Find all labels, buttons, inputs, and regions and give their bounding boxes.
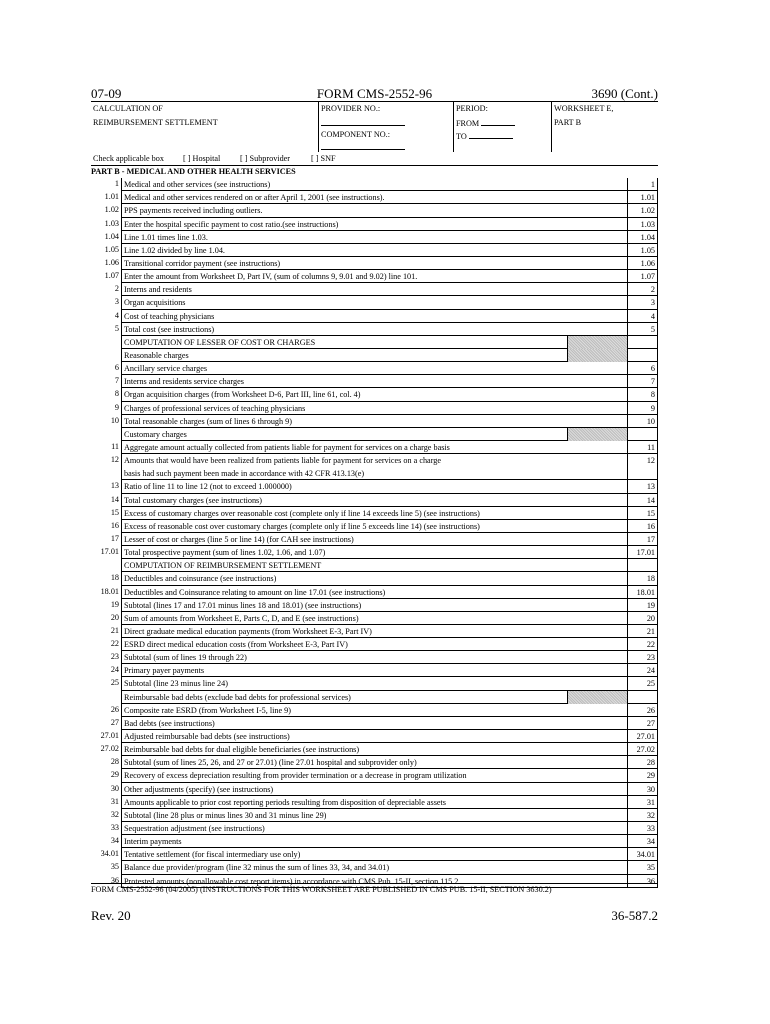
amount-cell[interactable]: 10 (627, 415, 658, 428)
amount-cell[interactable]: 4 (627, 310, 658, 323)
shaded-cell (567, 428, 628, 441)
amount-cell[interactable]: 27 (627, 717, 658, 730)
worksheet-line-row (91, 375, 658, 388)
worksheet-line-row (91, 323, 658, 336)
amount-cell[interactable]: 33 (627, 822, 658, 835)
line-description: Deductibles and coinsurance (see instructions) (121, 572, 627, 585)
line-number: 10 (110, 415, 119, 425)
amount-cell[interactable]: 15 (627, 507, 658, 520)
line-description: Total customary charges (see instructions) (121, 494, 627, 507)
amount-cell[interactable]: 1.03 (627, 218, 658, 231)
line-number: 24 (110, 665, 119, 675)
worksheet-line-row (91, 388, 658, 401)
amount-cell[interactable]: 34.01 (627, 848, 658, 861)
line-number: 36 (110, 875, 119, 885)
provider-label: PROVIDER NO.: (321, 104, 381, 113)
line-number: 1.03 (104, 218, 119, 228)
form-page (91, 0, 658, 1024)
amount-cell[interactable]: 18.01 (627, 586, 658, 599)
line-number: 34.01 (100, 849, 119, 859)
worksheet-line-row (91, 428, 658, 441)
line-description: Sequestration adjustment (see instructions) (121, 822, 627, 835)
amount-cell[interactable] (627, 559, 658, 572)
line-number: 34 (110, 836, 119, 846)
worksheet-line-row (91, 664, 658, 677)
worksheet-line-row (91, 769, 658, 782)
provider-number-field[interactable] (321, 116, 405, 128)
worksheet-cell (551, 102, 659, 152)
worksheet-line-row (91, 599, 658, 612)
amount-cell[interactable]: 35 (627, 861, 658, 874)
line-number: 35 (110, 862, 119, 872)
worksheet-line-row (91, 625, 658, 638)
amount-cell[interactable]: 6 (627, 362, 658, 375)
worksheet-line-row (91, 349, 658, 362)
amount-cell[interactable]: 9 (627, 402, 658, 415)
calc-title-line2: REIMBURSEMENT SETTLEMENT (93, 118, 218, 127)
line-description: Total reasonable charges (sum of lines 6 through 9) (121, 415, 627, 428)
line-number: 1.06 (104, 257, 119, 267)
line-number: 11 (111, 441, 119, 451)
line-number: 28 (110, 757, 119, 767)
line-description: Organ acquisitions (121, 296, 627, 309)
worksheet-line-row (91, 546, 658, 559)
line-number: 31 (110, 796, 119, 806)
line-number: 18 (110, 573, 119, 583)
line-number: 7 (114, 376, 119, 386)
line-description: Total prospective payment (sum of lines 1.02, 1.06, and 1.07) (121, 546, 627, 559)
amount-cell[interactable]: 20 (627, 612, 658, 625)
line-description: Direct graduate medical education payments (from Worksheet E-3, Part IV) (121, 625, 627, 638)
line-number: 29 (110, 770, 119, 780)
worksheet-line-row (91, 336, 658, 349)
worksheet-line-row (91, 796, 658, 809)
worksheet-line-row (91, 677, 658, 690)
amount-cell[interactable]: 25 (627, 677, 658, 690)
line-description: Cost of teaching physicians (121, 310, 627, 323)
line-number: 19 (110, 599, 119, 609)
component-number-field[interactable] (321, 142, 405, 152)
section-title: PART B - MEDICAL AND OTHER HEALTH SERVICES (91, 167, 296, 176)
line-number: 27.02 (100, 744, 119, 754)
worksheet-lines (91, 165, 658, 888)
amount-cell[interactable]: 32 (627, 809, 658, 822)
worksheet-line-row (91, 283, 658, 296)
worksheet-line-row (91, 454, 658, 467)
worksheet-line-row (91, 362, 658, 375)
worksheet-line2: PART B (554, 118, 582, 127)
line-number: 17 (110, 533, 119, 543)
amount-cell[interactable]: 22 (627, 638, 658, 651)
line-description: Reimbursable bad debts for dual eligible beneficiaries (see instructions) (121, 743, 627, 756)
line-description: Excess of customary charges over reasonable cost (complete only if line 14 exceeds line 5) (see instructions) (121, 507, 627, 520)
worksheet-line-row (91, 835, 658, 848)
worksheet-line-row (91, 704, 658, 717)
worksheet-line-row (91, 651, 658, 664)
worksheet-line-row (91, 402, 658, 415)
line-description: Primary payer payments (121, 664, 627, 677)
line-description: Sum of amounts from Worksheet E, Parts C, D, and E (see instructions) (121, 612, 627, 625)
worksheet-line-row (91, 809, 658, 822)
header-section: 3690 (Cont.) (591, 86, 658, 101)
line-number: 14 (110, 494, 119, 504)
line-description: COMPUTATION OF REIMBURSEMENT SETTLEMENT (121, 559, 627, 572)
amount-cell[interactable] (627, 428, 658, 441)
amount-cell[interactable] (627, 336, 658, 349)
line-description: Interns and residents (121, 283, 627, 296)
worksheet-line-row (91, 559, 658, 572)
line-number: 22 (110, 639, 119, 649)
worksheet-line-row (91, 612, 658, 625)
amount-cell[interactable] (627, 691, 658, 704)
amount-cell[interactable]: 1.05 (627, 244, 658, 257)
worksheet-line-row (91, 861, 658, 874)
worksheet-line-row (91, 204, 658, 217)
calc-title-cell (91, 102, 318, 152)
worksheet-line-row (91, 244, 658, 257)
form-title: FORM CMS-2552-96 (316, 86, 433, 101)
shaded-cell (567, 349, 628, 362)
line-description: Composite rate ESRD (from Worksheet I-5, line 9) (121, 704, 627, 717)
line-description: Interns and residents service charges (121, 375, 627, 388)
line-description: Line 1.01 times line 1.03. (121, 231, 627, 244)
shaded-cell (567, 336, 628, 349)
amount-cell[interactable]: 26 (627, 704, 658, 717)
provider-cell (318, 102, 454, 152)
line-description: Other adjustments (specify) (see instructions) (121, 783, 627, 796)
worksheet-line-row (91, 586, 658, 599)
amount-cell[interactable]: 12 (627, 454, 658, 467)
page-number: 36-587.2 (611, 908, 658, 923)
worksheet-line-row (91, 743, 658, 756)
line-description: Ratio of line 11 to line 12 (not to exceed 1.000000) (121, 480, 627, 493)
period-label: PERIOD: (456, 104, 488, 113)
amount-cell[interactable]: 17.01 (627, 546, 658, 559)
worksheet-line-row (91, 533, 658, 546)
line-description: Interim payments (121, 835, 627, 848)
worksheet-line-row (91, 691, 658, 704)
worksheet-line-row (91, 717, 658, 730)
amount-cell[interactable]: 24 (627, 664, 658, 677)
worksheet-line-row (91, 848, 658, 861)
line-number: 20 (110, 612, 119, 622)
worksheet-line-row (91, 441, 658, 454)
line-description: COMPUTATION OF LESSER OF COST OR CHARGES (121, 336, 627, 349)
line-description: Subtotal (lines 17 and 17.01 minus lines 18 and 18.01) (see instructions) (121, 599, 627, 612)
line-description: Subtotal (line 28 plus or minus lines 30 and 31 minus line 29) (121, 809, 627, 822)
line-description: Bad debts (see instructions) (121, 717, 627, 730)
amount-cell[interactable]: 1.04 (627, 231, 658, 244)
section-title-row (91, 165, 658, 178)
line-number: 18.01 (100, 586, 119, 596)
line-number: 1.07 (104, 271, 119, 281)
revision-number: Rev. 20 (91, 908, 131, 923)
hospital-checkbox[interactable]: [ ] Hospital (183, 154, 221, 163)
line-number: 1.01 (104, 192, 119, 202)
line-description: Excess of reasonable cost over customary charges (complete only if line 5 exceeds line 14) (see instructions) (121, 520, 627, 533)
amount-cell[interactable] (627, 349, 658, 362)
amount-cell[interactable]: 23 (627, 651, 658, 664)
line-description: Medical and other services rendered on or after April 1, 2001 (see instructions). (121, 191, 627, 204)
worksheet-line-row (91, 218, 658, 231)
line-number: 25 (110, 678, 119, 688)
worksheet-line-row (91, 231, 658, 244)
line-description: Amounts applicable to prior cost reporting periods resulting from disposition of depreciable assets (121, 796, 627, 809)
page-footer (91, 908, 658, 924)
line-number: 13 (110, 481, 119, 491)
worksheet-line1: WORKSHEET E, (554, 104, 614, 113)
worksheet-line-row (91, 507, 658, 520)
amount-cell[interactable]: 1.01 (627, 191, 658, 204)
worksheet-line-row (91, 257, 658, 270)
worksheet-line-row (91, 415, 658, 428)
line-description: Transitional corridor payment (see instructions) (121, 257, 627, 270)
calc-title-line1: CALCULATION OF (93, 104, 163, 113)
line-description: Line 1.02 divided by line 1.04. (121, 244, 627, 257)
subprovider-checkbox[interactable]: [ ] Subprovider (240, 154, 291, 163)
amount-cell[interactable]: 3 (627, 296, 658, 309)
worksheet-line-row (91, 467, 658, 480)
line-description: Reimbursable bad debts (exclude bad debts for professional services) (121, 691, 627, 704)
amount-cell[interactable]: 7 (627, 375, 658, 388)
to-label: TO (456, 132, 467, 141)
line-description: Protested amounts (nonallowable cost report items) in accordance with CMS Pub. 15-II, section 115.2 (121, 875, 627, 888)
amount-cell[interactable]: 27.02 (627, 743, 658, 756)
amount-cell[interactable]: 19 (627, 599, 658, 612)
line-number: 30 (110, 783, 119, 793)
form-footnote: FORM CMS-2552-96 (04/2005) (INSTRUCTIONS FOR THIS WORKSHEET ARE PUBLISHED IN CMS PUB. 15-II, SECTION 3630.2) (91, 883, 658, 894)
snf-checkbox[interactable]: [ ] SNF (311, 154, 336, 163)
line-description: PPS payments received including outliers. (121, 204, 627, 217)
line-number: 3 (114, 297, 119, 307)
amount-cell[interactable]: 1.02 (627, 204, 658, 217)
line-number: 4 (114, 310, 119, 320)
line-number: 1 (114, 179, 119, 189)
line-description: Subtotal (sum of lines 25, 26, and 27 or 27.01) (line 27.01 hospital and subprovider only) (121, 756, 627, 769)
line-number: 26 (110, 704, 119, 714)
line-description: Subtotal (line 23 minus line 24) (121, 677, 627, 690)
line-description: Charges of professional services of teaching physicians (121, 402, 627, 415)
line-description: Tentative settlement (for fiscal intermediary use only) (121, 848, 627, 861)
line-description: Customary charges (121, 428, 627, 441)
amount-cell[interactable]: 1.07 (627, 270, 658, 283)
amount-cell[interactable] (627, 467, 658, 480)
line-description: Total cost (see instructions) (121, 323, 627, 336)
line-number: 23 (110, 652, 119, 662)
amount-cell[interactable]: 5 (627, 323, 658, 336)
period-cell (453, 102, 552, 152)
amount-cell[interactable]: 2 (627, 283, 658, 296)
line-description: basis had such payment been made in accordance with 42 CFR 413.13(e) (121, 467, 627, 480)
amount-cell[interactable]: 21 (627, 625, 658, 638)
worksheet-line-row (91, 572, 658, 585)
worksheet-line-row (91, 296, 658, 309)
line-number: 1.02 (104, 205, 119, 215)
amount-cell[interactable]: 17 (627, 533, 658, 546)
worksheet-line-row (91, 730, 658, 743)
line-description: Balance due provider/program (line 32 minus the sum of lines 33, 34, and 34.01) (121, 861, 627, 874)
worksheet-line-row (91, 178, 658, 191)
worksheet-line-row (91, 783, 658, 796)
form-id-box (91, 101, 658, 152)
amount-cell[interactable]: 13 (627, 480, 658, 493)
check-applicable-label: Check applicable box (93, 154, 164, 163)
amount-cell[interactable]: 36 (627, 875, 658, 888)
amount-cell[interactable]: 14 (627, 494, 658, 507)
line-number: 12 (110, 455, 119, 465)
worksheet-line-row (91, 756, 658, 769)
line-number: 9 (114, 402, 119, 412)
amount-cell[interactable]: 1 (627, 178, 658, 191)
line-description: Reasonable charges (121, 349, 627, 362)
line-number: 32 (110, 809, 119, 819)
worksheet-line-row (91, 480, 658, 493)
line-number: 33 (110, 823, 119, 833)
worksheet-line-row (91, 191, 658, 204)
line-number: 1.05 (104, 244, 119, 254)
period-to[interactable] (456, 130, 513, 141)
line-description: ESRD direct medical education costs (from Worksheet E-3, Part IV) (121, 638, 627, 651)
line-number: 6 (114, 363, 119, 373)
line-number: 16 (110, 520, 119, 530)
line-description: Enter the hospital specific payment to cost ratio.(see instructions) (121, 218, 627, 231)
line-number: 1.04 (104, 231, 119, 241)
line-description: Ancillary service charges (121, 362, 627, 375)
line-number: 5 (114, 323, 119, 333)
line-number: 27 (110, 717, 119, 727)
line-description: Aggregate amount actually collected from patients liable for payment for services on a charge basis (121, 441, 627, 454)
line-description: Deductibles and Coinsurance relating to amount on line 17.01 (see instructions) (121, 586, 627, 599)
page-header (91, 86, 658, 102)
worksheet-line-row (91, 638, 658, 651)
line-description: Adjusted reimbursable bad debts (see instructions) (121, 730, 627, 743)
amount-cell[interactable]: 31 (627, 796, 658, 809)
amount-cell[interactable]: 11 (627, 441, 658, 454)
amount-cell[interactable]: 29 (627, 769, 658, 782)
worksheet-line-row (91, 494, 658, 507)
worksheet-line-row (91, 822, 658, 835)
worksheet-line-row (91, 520, 658, 533)
amount-cell[interactable]: 1.06 (627, 257, 658, 270)
line-description: Medical and other services (see instructions) (121, 178, 627, 191)
line-description: Organ acquisition charges (from Worksheet D-6, Part III, line 61, col. 4) (121, 388, 627, 401)
worksheet-line-row (91, 310, 658, 323)
line-number: 27.01 (100, 731, 119, 741)
line-description: Amounts that would have been realized from patients liable for payment for services on a charge (121, 454, 627, 467)
line-description: Enter the amount from Worksheet D, Part IV, (sum of columns 9, 9.01 and 9.02) line 101. (121, 270, 627, 283)
line-number: 8 (114, 389, 119, 399)
amount-cell[interactable]: 18 (627, 572, 658, 585)
line-number: 2 (114, 284, 119, 294)
amount-cell[interactable]: 34 (627, 835, 658, 848)
line-description: Recovery of excess depreciation resulting from provider termination or a decrease in program utilization (121, 769, 627, 782)
shaded-cell (567, 691, 628, 704)
period-from[interactable] (456, 117, 515, 128)
component-label: COMPONENT NO.: (321, 130, 390, 139)
amount-cell[interactable]: 16 (627, 520, 658, 533)
line-number: 17.01 (100, 547, 119, 557)
amount-cell[interactable]: 30 (627, 783, 658, 796)
amount-cell[interactable]: 8 (627, 388, 658, 401)
from-label: FROM (456, 119, 480, 128)
line-number: 15 (110, 507, 119, 517)
header-date: 07-09 (91, 86, 122, 101)
line-description: Lesser of cost or charges (line 5 or line 14) (for CAH see instructions) (121, 533, 627, 546)
line-number: 21 (110, 625, 119, 635)
amount-cell[interactable]: 28 (627, 756, 658, 769)
amount-cell[interactable]: 27.01 (627, 730, 658, 743)
line-description: Subtotal (sum of lines 19 through 22) (121, 651, 627, 664)
worksheet-line-row (91, 270, 658, 283)
